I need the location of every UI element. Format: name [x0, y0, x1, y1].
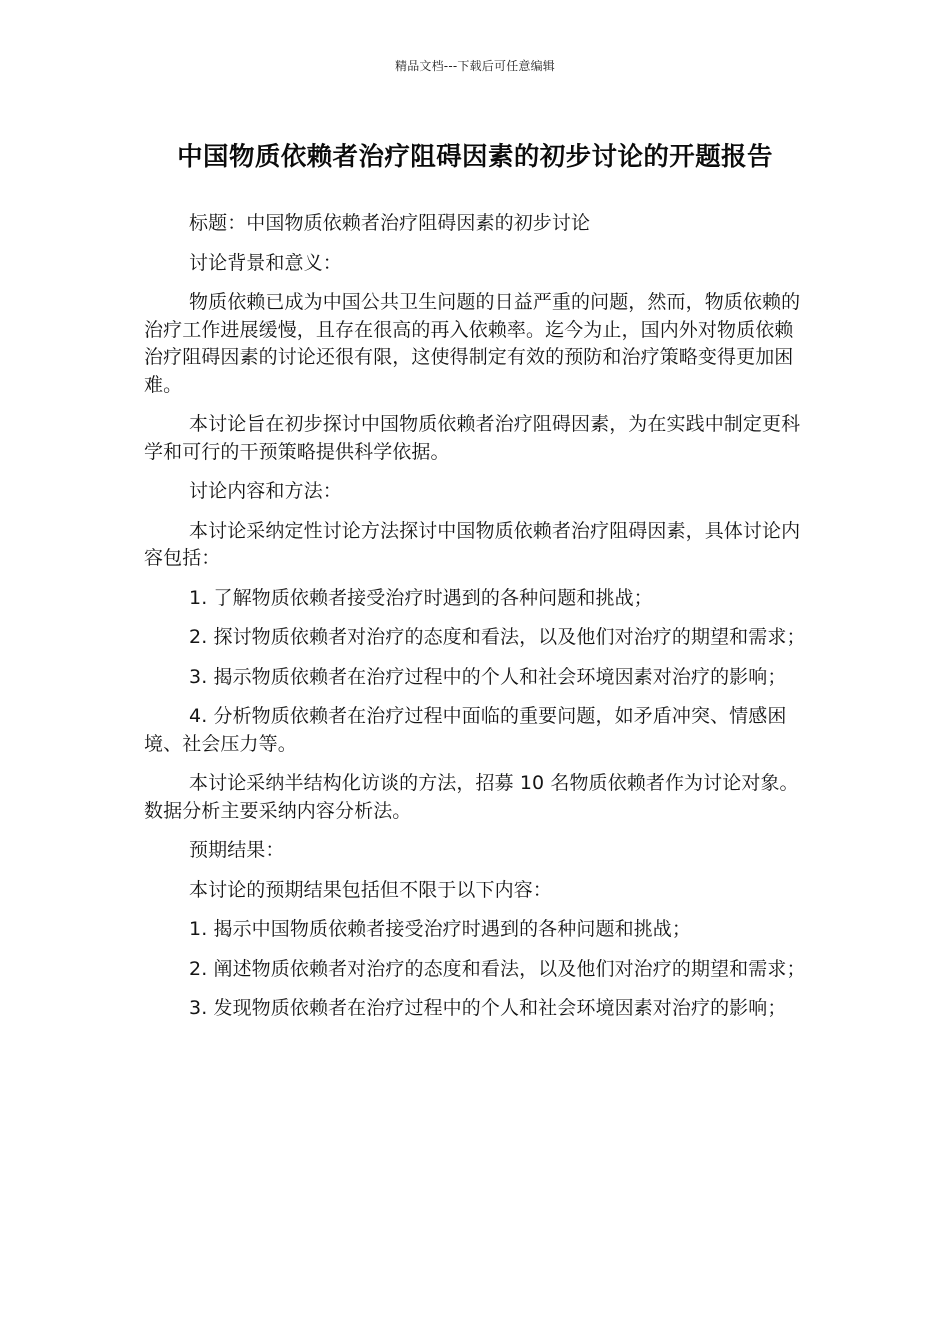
paragraph-title-line: 标题：中国物质依赖者治疗阻碍因素的初步讨论	[189, 212, 591, 234]
list-item-result-3: 3. 发现物质依赖者在治疗过程中的个人和社会环境因素对治疗的影响；	[189, 997, 787, 1019]
section-heading-methods: 讨论内容和方法：	[189, 480, 342, 502]
paragraph-expected-intro: 本讨论的预期结果包括但不限于以下内容：	[189, 878, 552, 901]
list-item-content-1: 1. 了解物质依赖者接受治疗时遇到的各种问题和挑战；	[189, 586, 653, 609]
paragraph-purpose: 本讨论旨在初步探讨中国物质依赖者治疗阻碍因素，为在实践中制定更科学和可行的干预策略提供科学依据。	[144, 413, 801, 463]
list-item-content-4: 4. 分析物质依赖者在治疗过程中面临的重要问题，如矛盾冲突、情感困境、社会压力等。	[144, 705, 787, 755]
section-heading-expected-results: 预期结果：	[189, 839, 285, 861]
section-heading-background: 讨论背景和意义：	[189, 251, 342, 274]
paragraph-background: 物质依赖已成为中国公共卫生问题的日益严重的问题，然而，物质依赖的治疗工作进展缓慢，且存在很高的再入依赖率。迄今为止，国内外对物质依赖治疗阻碍因素的讨论还很有限，这使得制定有效的预防和治疗策略变得更加困难。	[144, 291, 801, 396]
document-title: 中国物质依赖者治疗阻碍因素的初步讨论的开题报告	[177, 142, 773, 172]
list-item-result-1: 1. 揭示中国物质依赖者接受治疗时遇到的各种问题和挑战；	[189, 918, 691, 940]
list-item-result-2: 2. 阐述物质依赖者对治疗的态度和看法，以及他们对治疗的期望和需求；	[189, 957, 806, 980]
list-item-content-3: 3. 揭示物质依赖者在治疗过程中的个人和社会环境因素对治疗的影响；	[189, 665, 787, 688]
document-body	[144, 210, 808, 1035]
paragraph-interview-method: 本讨论采纳半结构化访谈的方法，招募 10 名物质依赖者作为讨论对象。数据分析主要采纳内容分析法。	[144, 772, 799, 822]
header-note: 精品文档---下载后可任意编辑	[395, 59, 555, 73]
list-item-content-2: 2. 探讨物质依赖者对治疗的态度和看法，以及他们对治疗的期望和需求；	[189, 626, 806, 648]
paragraph-methods-intro: 本讨论采纳定性讨论方法探讨中国物质依赖者治疗阻碍因素，具体讨论内容包括：	[144, 519, 801, 569]
